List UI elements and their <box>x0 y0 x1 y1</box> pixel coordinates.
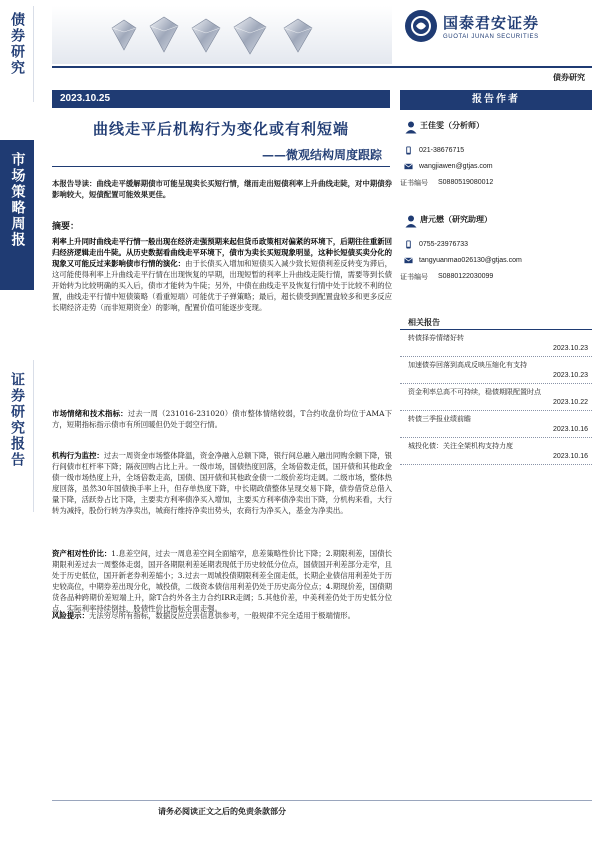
asset-value-heading: 资产相对性价比： <box>52 549 112 558</box>
abstract-lead: 利率上升同时曲线走平行情一般出现在经济走强预期来起但货币政策相对偏紧的环境下，后期往往重新回归经济逻辑走出牛陡。从历史数据看曲线走平环境下，债市为卖长买短现象明显，这种长短债买卖分化的现象又可能反过来影响债市行情的演化： <box>52 237 392 268</box>
left-label-text: 市场策略周报 <box>9 152 26 248</box>
left-label-category <box>0 6 34 102</box>
author-email[interactable]: tangyuanmao026130@gtjas.com <box>419 257 522 264</box>
related-report-item[interactable] <box>400 357 592 384</box>
risk-body: 无法穷尽所有指标，数据反应过去信息供参考，一般规律不完全适用于极端情形。 <box>88 611 356 620</box>
risk-heading: 风险提示： <box>52 611 89 620</box>
risk-paragraph <box>52 610 392 621</box>
related-report-item[interactable] <box>400 384 592 411</box>
logo-text <box>443 12 539 40</box>
author-name: 王佳雯（分析师） <box>420 120 484 130</box>
author-cert: S0880122030099 <box>438 273 494 280</box>
header-rule <box>52 66 592 68</box>
logo-english: GUOTAI JUNAN SECURITIES <box>443 34 539 40</box>
author-phone-row <box>400 144 592 157</box>
footer-disclaimer: 请务必阅读正文之后的免责条款部分 <box>158 806 286 816</box>
logo-emblem-icon <box>409 14 433 38</box>
diamond-banner-graphic <box>52 6 392 64</box>
related-report-item[interactable] <box>400 330 592 357</box>
email-icon <box>404 162 413 171</box>
institution-behavior-paragraph <box>52 450 392 516</box>
left-sidebar <box>0 0 34 842</box>
cert-label: 证书编号 <box>400 178 428 187</box>
report-date: 2023.10.25 <box>52 90 390 108</box>
authors-heading: 报告作者 <box>400 90 592 110</box>
market-sentiment-heading: 市场情绪和技术指标： <box>52 409 128 418</box>
logo-mark-icon <box>405 10 437 42</box>
related-report-date: 2023.10.16 <box>552 426 588 433</box>
cert-label: 证书编号 <box>400 272 428 281</box>
author-card <box>400 212 592 304</box>
report-guide: 本报告导读：曲线走平缓解期债市可能呈现卖长买短行情，继而走出短债利率上升曲线走陡，对中期债券影响较大，短债配置可能效果更佳。 <box>52 179 392 199</box>
email-icon <box>404 256 413 265</box>
author-cert-row <box>400 176 592 189</box>
left-label-text: 证券研究报告 <box>9 372 25 468</box>
related-report-item[interactable] <box>400 411 592 438</box>
asset-value-body: 1.息差空间，过去一周息差空间全面缩窄，息差策略性价比下降；2.期限利差，国债长期限利差过去一周整体走弱，国开各期限利差延期表现低于历史较低分位点，国债国开利差部分走窄，且处于历史低位，国开新老券利差缩小；3.过去一周城投债期限利差全面走低，长期企业债信用利差处于历史较高位，中期券差出现分化，城投债，二级资本债信用利差仍处于历史高分位点；4.期现价差，国债期货各品种跨期价差短端上升，除T合约外各主力合约IRR走阔；5.其他价差，中美利差仍处于历史低分位点，实际利率持续倒挂，股债性价比指标全面走强。 <box>52 549 392 613</box>
person-icon <box>404 120 418 134</box>
left-label-report-class <box>0 360 34 512</box>
title-rule <box>52 166 390 167</box>
author-name: 唐元懋（研究助理） <box>420 214 492 224</box>
market-sentiment-body: 过去一周（231016-231020）债市整体情绪较弱，T合约收盘价均位于AMA下方，短期指标指示债市有所回暖但仍处于弱空行情。 <box>52 409 392 429</box>
related-report-title[interactable]: 转债择券情绪好转 <box>408 334 464 342</box>
abstract-paragraph <box>52 236 392 313</box>
market-sentiment-paragraph <box>52 408 392 430</box>
phone-icon <box>404 240 413 249</box>
related-report-date: 2023.10.16 <box>552 453 588 460</box>
company-logo <box>405 8 590 44</box>
author-phone-row <box>400 238 592 251</box>
related-report-title[interactable]: 转债三季报业绩前瞻 <box>408 415 471 423</box>
header-diamond-banner <box>52 6 392 64</box>
author-email[interactable]: wangjiawen@gtjas.com <box>419 163 493 170</box>
related-report-date: 2023.10.23 <box>552 345 588 352</box>
author-cert: S0880519080012 <box>438 179 494 186</box>
left-label-report-kind <box>0 140 34 290</box>
related-reports-heading: 相关报告 <box>400 314 592 330</box>
author-email-row[interactable] <box>400 160 592 173</box>
author-phone: 021-38676715 <box>419 147 465 154</box>
related-report-title[interactable]: 加速债券回落到高成反映压缩化有支持 <box>408 361 527 369</box>
institution-behavior-body: 过去一周资金市场整体降温，资金净融入总额下降，银行间总融入融出同购余额下降，银行间债市杠杆率下降；隔夜回购占比上升。一级市场，国债热度回落，全场倍数走低，国开债和其他政金债一级市场热度上升，全场倍数走高，国债、国开债和其他政金债一二级价差均走阔。二级市场，整体热度回落，虽然30年国债换手率上升，但存单热度下降，中长期政债整体呈现交易下降，债券借贷总借入量下降，活跃券占比下降，主要卖方利率债净买入增加，主要买方利率债净卖出下降，分机构来看，大行转为减持，股份行转为净卖出，城商行维持净卖出势头，农商行为净买入，基金为净卖出。 <box>52 451 392 515</box>
abstract-body: 由于长债买入增加和短债买入减少致长短债利差反转变为滞后，这可能使得利率上升曲线走平行情在出现恢复的早期，出现短暂的利率上升曲线走陡行情，需要等到长债开始转为比较明确的买入后，债市才能转为牛陡；另外，中债在曲线走平及恢复行情中处于比较不利的位置，曲线走平行情中短债策略（看重短端）可能优于子弹策略；最后，超长债受到配置盘较多和更多反应长期经济走势（而非短期资金）的影响，配置价值可能逐步变现。 <box>52 259 392 312</box>
phone-icon <box>404 146 413 155</box>
page-title: 曲线走平后机构行为变化或有利短端 <box>92 120 349 138</box>
abstract-heading: 摘要： <box>52 222 80 232</box>
related-report-item[interactable] <box>400 438 592 465</box>
institution-behavior-heading: 机构行为监控： <box>52 451 104 460</box>
left-label-text: 债券研究 <box>9 12 25 76</box>
asset-value-paragraph <box>52 548 392 614</box>
right-sidebar <box>400 90 592 465</box>
related-report-title[interactable]: 资金利率总高不可持续，稳债期限配置时点 <box>408 388 541 396</box>
footer-rule <box>52 800 592 801</box>
page-subtitle: ——微观结构周度跟踪 <box>261 148 382 162</box>
author-email-row[interactable] <box>400 254 592 267</box>
logo-chinese: 国泰君安证券 <box>443 14 540 32</box>
related-report-date: 2023.10.23 <box>552 372 588 379</box>
related-report-title[interactable]: 城投化债：关注全架机构支持力度 <box>408 442 513 450</box>
author-cert-row <box>400 270 592 283</box>
report-type-tag: 债券研究 <box>553 72 585 82</box>
related-report-date: 2023.10.22 <box>552 399 588 406</box>
author-card <box>400 118 592 210</box>
author-phone: 0755-23976733 <box>419 241 469 248</box>
person-icon <box>404 214 418 228</box>
